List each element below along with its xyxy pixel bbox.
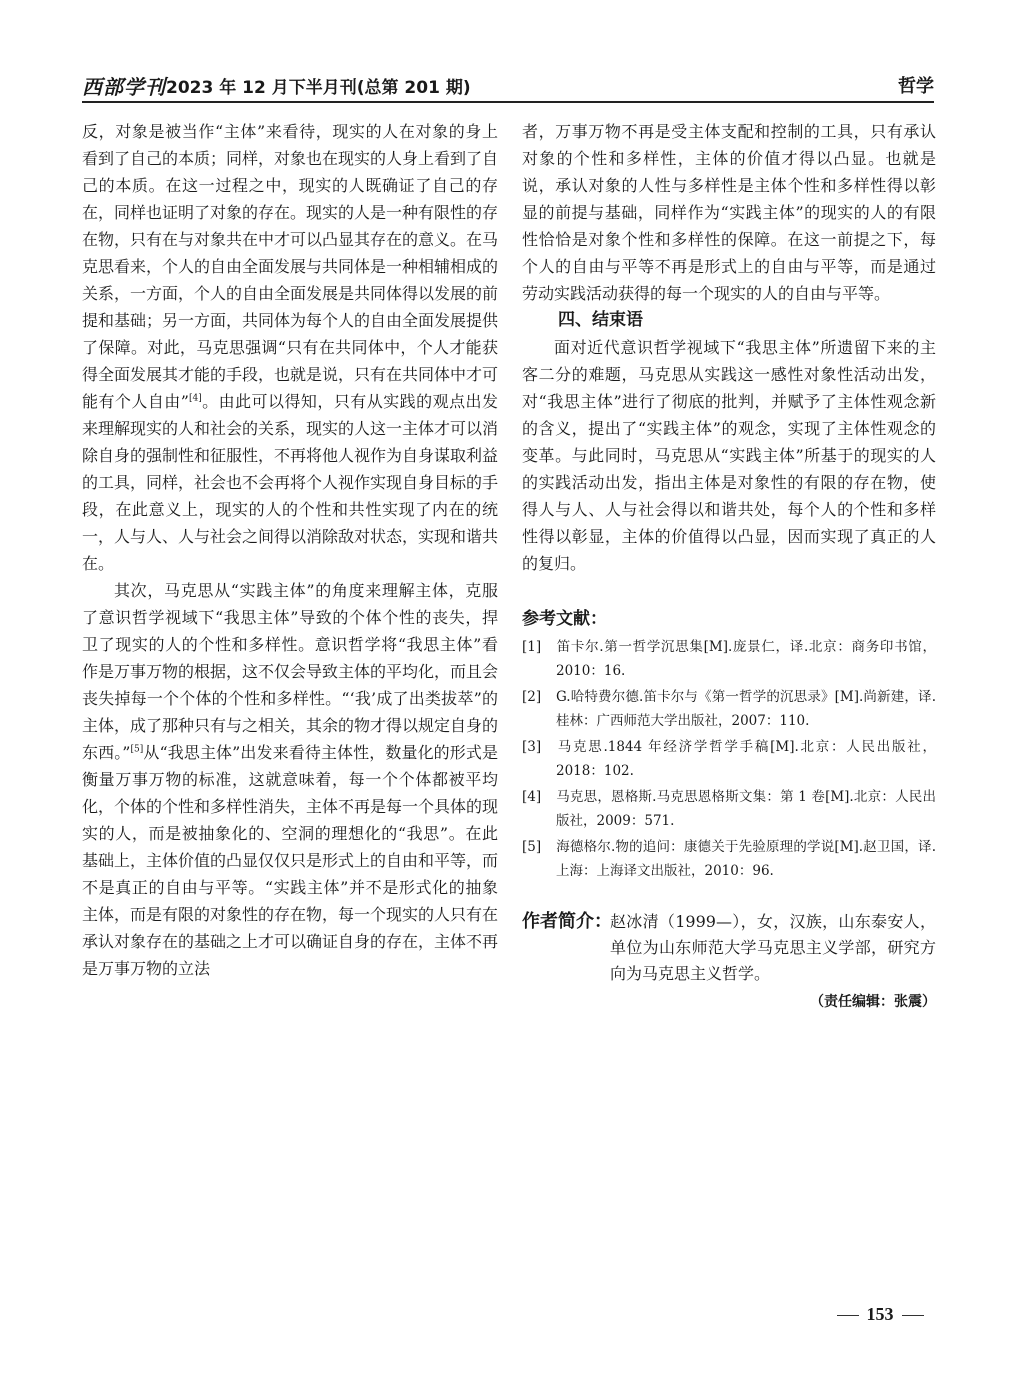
page-header bbox=[82, 68, 934, 100]
section-heading-conclusion: 四、结束语 bbox=[558, 310, 643, 330]
journal-logo: 西部学刊 bbox=[82, 75, 166, 99]
author-text: 赵冰清（1999—），女，汉族，山东泰安人，单位为山东师范大学马克思主义学部，研究方向为马克思主义哲学。 bbox=[610, 912, 936, 983]
references-list bbox=[522, 635, 936, 883]
left-paragraph-2: 其次，马克思从“实践主体”的角度来理解主体，克服了意识哲学视域下“我思主体”导致的个体个性的丧失，捍卫了现实的人的个性和多样性。意识哲学将“我思主体”看作是万事万物的根据，这不仅会导致主体的平均化，而且会丧失掉每一个个体的个性和多样性。“‘我’成了出类拔萃”的主体，成了那种只有与之相关，其余的物才得以规定自身的东西。”[5]从“我思主体”出发来看待主体性，数量化的形式是衡量万事万物的标准，这就意味着，每一个个体都被平均化，个体的个性和多样性消失，主体不再是每一个具体的现实的人，而是被抽象化的、空洞的理想化的“我思”。在此基础上，主体价值的凸显仅仅只是形式上的自由和平等，而不是真正的自由与平等。“实践主体”并不是形式化的抽象主体，而是有限的对象性的存在物，每一个现实的人只有在承认对象存在的基础之上才可以确证自身的存在，主体不再是万事万物的立法 bbox=[82, 581, 499, 978]
page-number: 153 bbox=[866, 1304, 894, 1324]
author-bio bbox=[522, 909, 936, 987]
right-paragraph-1: 者，万事万物不再是受主体支配和控制的工具，只有承认对象的个性和多样性，主体的价值才得以凸显。也就是说，承认对象的人性与多样性是主体个性和多样性得以彰显的前提与基础，同样作为“实践主体”的现实的人的有限性恰恰是对象个性和多样性的保障。在这一前提之下，每个人的自由与平等不再是形式上的自由与平等，而是通过劳动实践活动获得的每一个现实的人的自由与平等。 bbox=[522, 122, 936, 303]
reference-item: [2] G.哈特费尔德.笛卡尔与《第一哲学的沉思录》[M].尚新建，译.桂林：广西师范大学出版社，2007：110. bbox=[522, 689, 936, 729]
header-divider bbox=[82, 101, 934, 103]
footer-dash-right bbox=[902, 1315, 924, 1316]
left-paragraph-1: 反，对象是被当作“主体”来看待，现实的人在对象的身上看到了自己的本质；同样，对象也在现实的人身上看到了自己的本质。在这一过程之中，现实的人既确证了自己的存在，同样也证明了对象的存在。现实的人是一种有限性的存在物，只有在与对象共在中才可以凸显其存在的意义。在马克思看来，个人的自由全面发展与共同体是一种相辅相成的关系，一方面，个人的自由全面发展是共同体得以发展的前提和基础；另一方面，共同体为每个人的自由全面发展提供了保障。对此，马克思强调“只有在共同体中，个人才能获得全面发展其才能的手段，也就是说，只有在共同体中才可能有个人自由”[4]。由此可以得知，只有从实践的观点出发来理解现实的人和社会的关系，现实的人这一主体才可以消除自身的强制性和征服性，不再将他人视作为自身谋取利益的工具，同样，社会也不会再将个人视作实现自身目标的手段，在此意义上，现实的人的个性和共性实现了内在的统一，人与人、人与社会之间得以消除敌对状态，实现和谐共在。 bbox=[82, 122, 499, 573]
reference-item: [1] 笛卡尔.第一哲学沉思集[M].庞景仁，译.北京：商务印书馆，2010：16. bbox=[522, 639, 936, 679]
references-title: 参考文献： bbox=[522, 609, 607, 629]
page-footer bbox=[820, 1304, 940, 1325]
citation-4: [4] bbox=[188, 393, 202, 404]
left-column bbox=[82, 118, 498, 982]
section-name: 哲学 bbox=[898, 76, 934, 97]
citation-5: [5] bbox=[130, 744, 144, 755]
author-label: 作者简介： bbox=[522, 911, 612, 932]
reference-item: [3] 马克思.1844 年经济学哲学手稿[M].北京：人民出版社，2018：102. bbox=[522, 739, 936, 779]
reference-item: [4] 马克思，恩格斯.马克思恩格斯文集：第 1 卷[M].北京：人民出版社，2009：571. bbox=[522, 789, 936, 829]
responsible-editor: （责任编辑：张震） bbox=[810, 994, 936, 1010]
right-paragraph-2: 面对近代意识哲学视域下“我思主体”所遗留下来的主客二分的难题，马克思从实践这一感性对象性活动出发，对“我思主体”进行了彻底的批判，并赋予了主体性观念新的含义，提出了“实践主体”的观念，实现了主体性观念的变革。与此同时，马克思从“实践主体”所基于的现实的人的实践活动出发，指出主体是对象性的有限的存在物，使得人与人、人与社会得以和谐共处，每个人的个性和多样性得以彰显，主体的价值得以凸显，因而实现了真正的人的复归。 bbox=[522, 338, 936, 573]
reference-item: [5] 海德格尔.物的追问：康德关于先验原理的学说[M].赵卫国，译.上海：上海译文出版社，2010：96. bbox=[522, 839, 936, 879]
issue-info: 2023 年 12 月下半月刊(总第 201 期) bbox=[166, 78, 471, 98]
right-column bbox=[522, 118, 936, 1015]
footer-dash-left bbox=[837, 1315, 859, 1316]
